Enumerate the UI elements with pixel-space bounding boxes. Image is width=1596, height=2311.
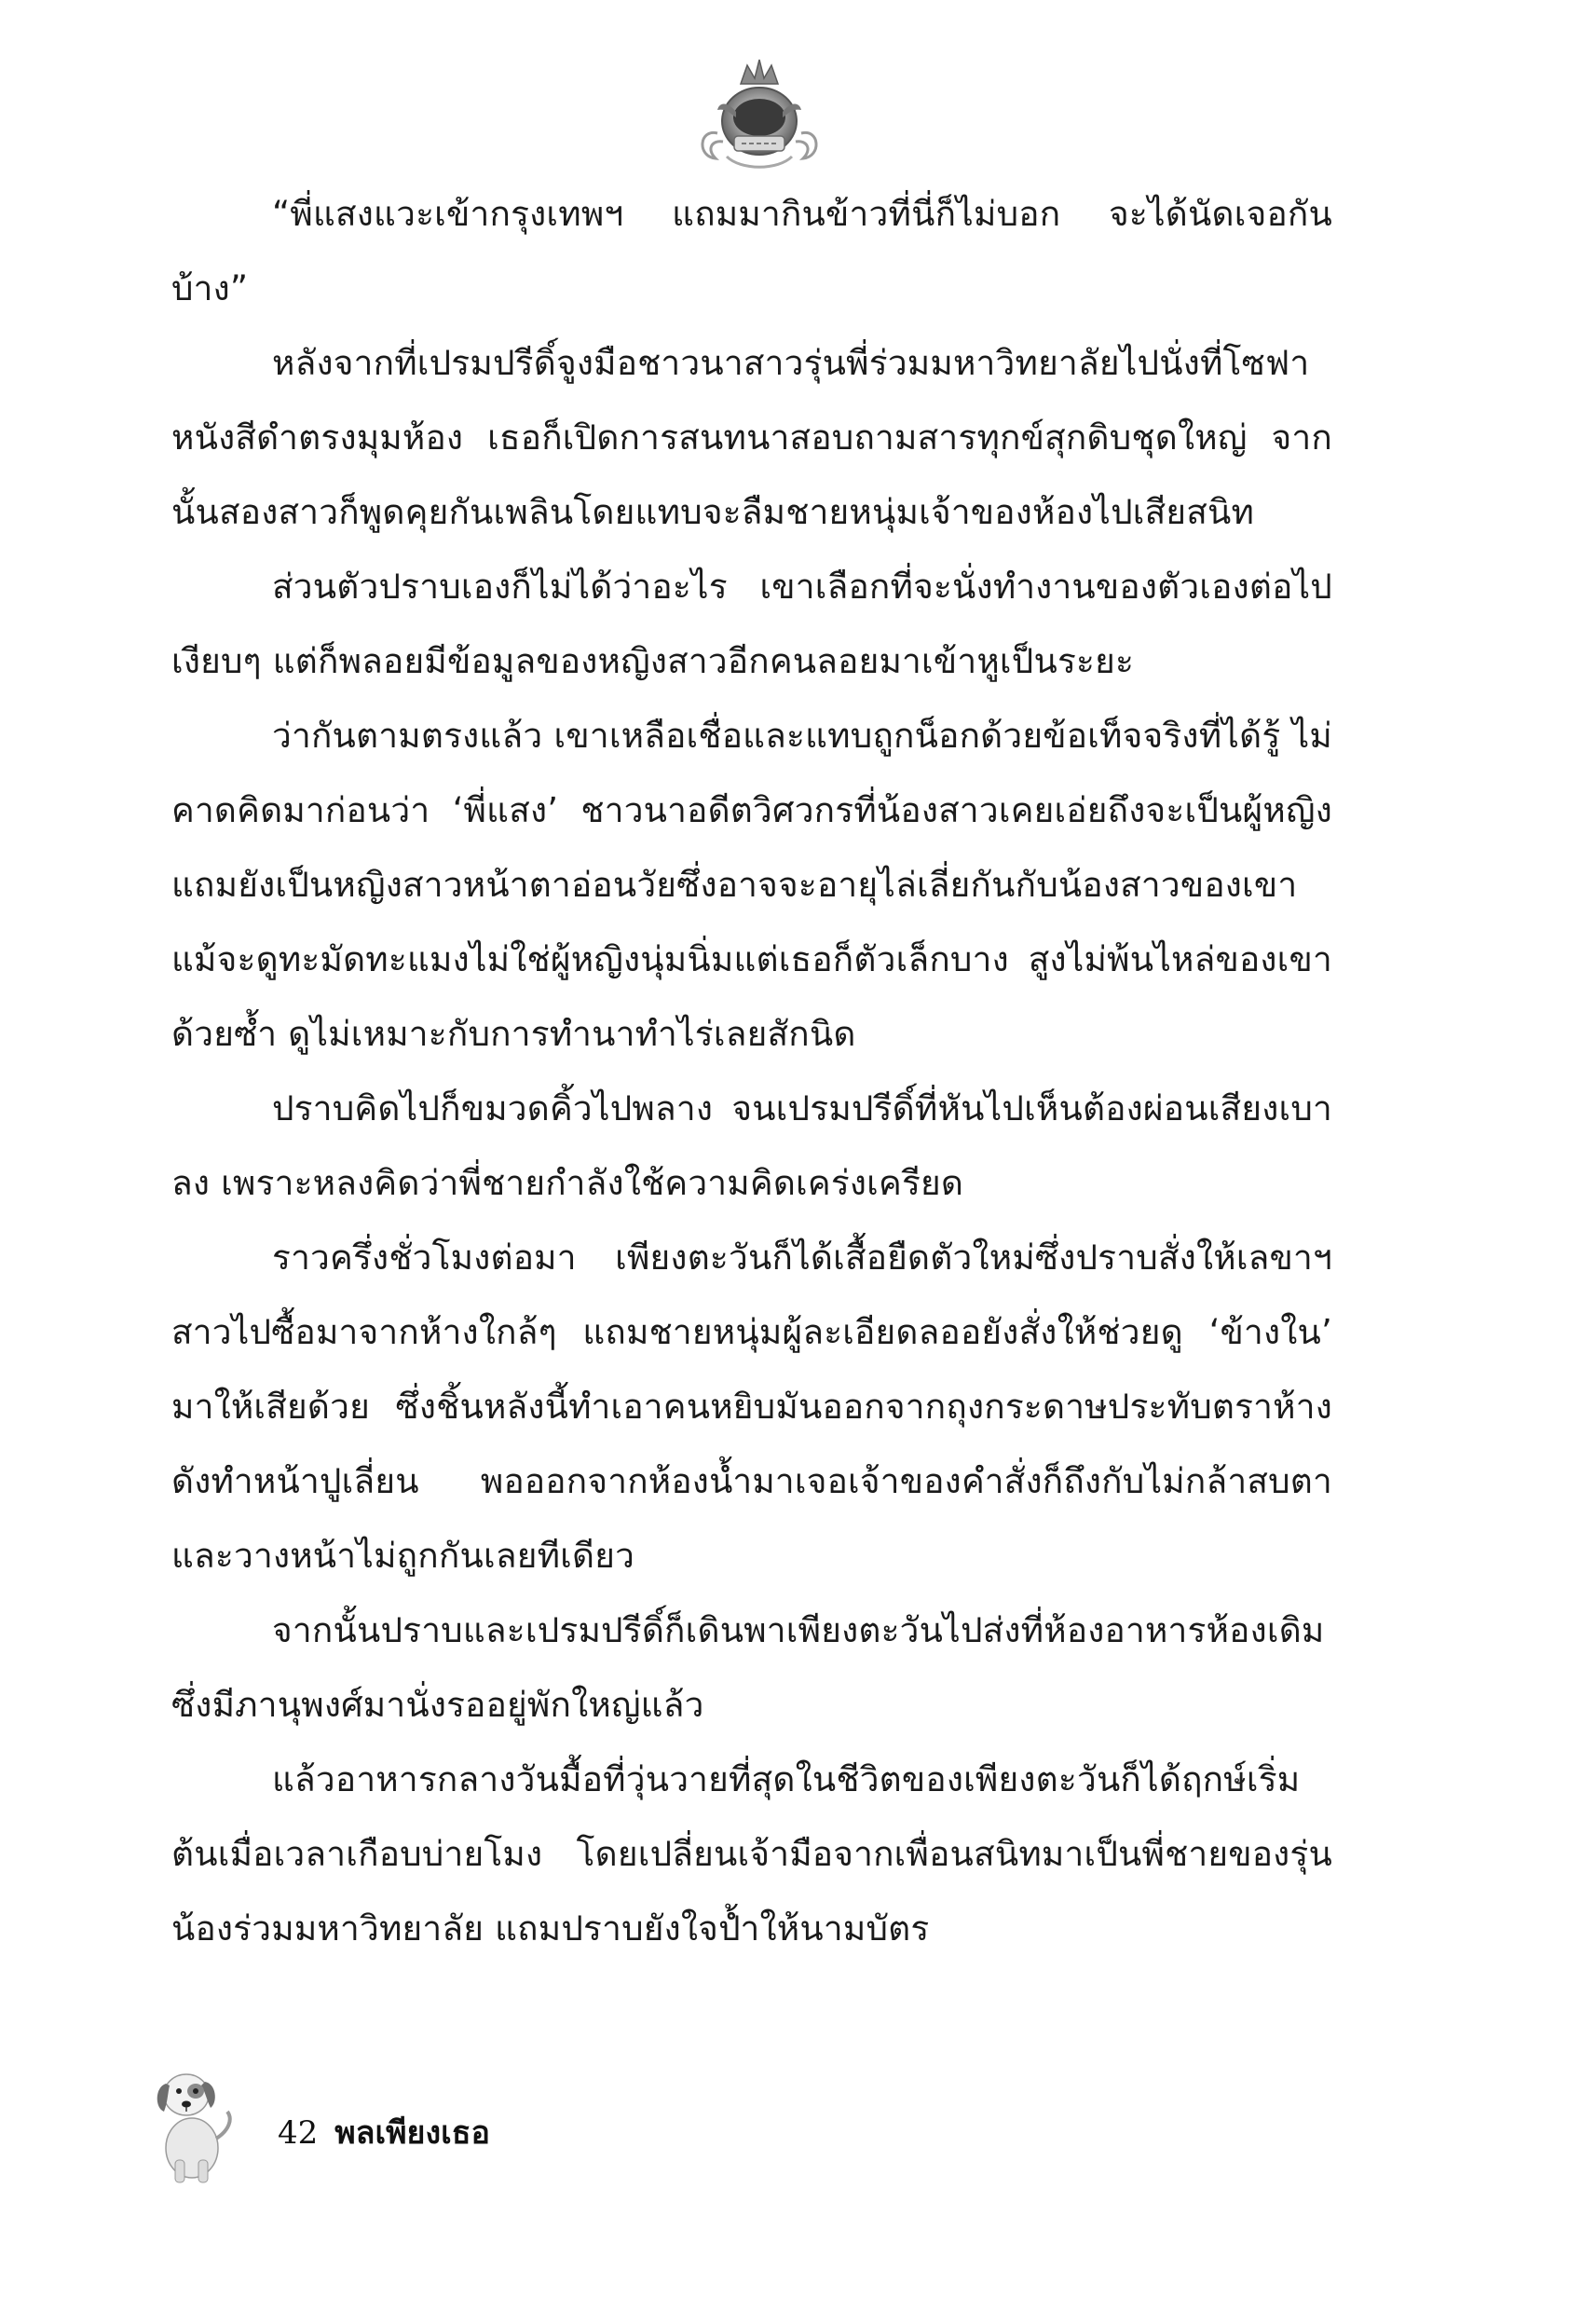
page-number: 42	[278, 2114, 319, 2152]
paragraph: ราวครึ่งชั่วโมงต่อมา เพียงตะวันก็ได้เสื้อยืดตัวใหม่ซึ่งปราบสั่งให้เลขาฯ สาวไปซื้อมาจากห้างใกล้ๆ แถมชายหนุ่มผู้ละเอียดลออยังสั่งให้ช่วยดู ‘ข้างใน’ มาให้เสียด้วย ซึ่งชิ้นหลังนี้ทำเอาคนหยิบมันออกจากถุงกระดาษประทับตราห้างดังทำหน้าปูเลี่ยน พอออกจากห้องน้ำมาเจอเจ้าของคำสั่งก็ถึงกับไม่กล้าสบตา และวางหน้าไม่ถูกกันเลยทีเดียว	[171, 1238, 1332, 1576]
page-footer	[278, 2110, 490, 2156]
paragraph: “พี่แสงแวะเข้ากรุงเทพฯ แถมมากินข้าวที่นี่ก็ไม่บอก จะได้นัดเจอกันบ้าง”	[171, 194, 1332, 308]
paragraph: จากนั้นปราบและเปรมปรีดิ์ก็เดินพาเพียงตะวันไปส่งที่ห้องอาหารห้องเดิมซึ่งมีภานุพงศ์มานั่งรออยู่พักใหญ่แล้ว	[171, 1610, 1325, 1725]
paragraph: ส่วนตัวปราบเองก็ไม่ได้ว่าอะไร เขาเลือกที่จะนั่งทำงานของตัวเองต่อไปเงียบๆ แต่ก็พลอยมีข้อมูลของหญิงสาวอีกคนลอยมาเข้าหูเป็นระยะ	[171, 567, 1332, 681]
puppy-mascot-icon	[147, 2050, 236, 2185]
paragraph: แล้วอาหารกลางวันมื้อที่วุ่นวายที่สุดในชีวิตของเพียงตะวันก็ได้ฤกษ์เริ่มต้นเมื่อเวลาเกือบบ่ายโมง โดยเปลี่ยนเจ้ามือจากเพื่อนสนิทมาเป็นพี่ชายของรุ่นน้องร่วมมหาวิทยาลัย แถมปราบยังใจป้ำให้นามบัตร	[171, 1759, 1332, 1949]
body-text	[171, 177, 1332, 2097]
paragraph: ปราบคิดไปก็ขมวดคิ้วไปพลาง จนเปรมปรีดิ์ที่หันไปเห็นต้องผ่อนเสียงเบาลง เพราะหลงคิดว่าพี่ชายกำลังใช้ความคิดเคร่งเครียด	[171, 1088, 1332, 1203]
book-title: พลเพียงเธอ	[334, 2114, 490, 2152]
paragraph: ว่ากันตามตรงแล้ว เขาเหลือเชื่อและแทบถูกน็อกด้วยข้อเท็จจริงที่ได้รู้ ไม่คาดคิดมาก่อนว่า ‘พี่แสง’ ชาวนาอดีตวิศวกรที่น้องสาวเคยเอ่ยถึงจะเป็นผู้หญิง แถมยังเป็นหญิงสาวหน้าตาอ่อนวัยซึ่งอาจจะอายุไล่เลี่ยกันกับน้องสาวของเขา แม้จะดูทะมัดทะแมงไม่ใช่ผู้หญิงนุ่มนิ่มแต่เธอก็ตัวเล็กบาง สูงไม่พ้นไหล่ของเขาด้วยซ้ำ ดูไม่เหมาะกับการทำนาทำไร่เลยสักนิด	[171, 716, 1332, 1054]
ornate-crest-logo-icon	[689, 45, 829, 185]
paragraph: หลังจากที่เปรมปรีดิ์จูงมือชาวนาสาวรุ่นพี่ร่วมมหาวิทยาลัยไปนั่งที่โซฟาหนังสีดำตรงมุมห้อง เธอก็เปิดการสนทนาสอบถามสารทุกข์สุกดิบชุดใหญ่ จากนั้นสองสาวก็พูดคุยกันเพลินโดยแทบจะลืมชายหนุ่มเจ้าของห้องไปเสียสนิท	[171, 343, 1332, 532]
